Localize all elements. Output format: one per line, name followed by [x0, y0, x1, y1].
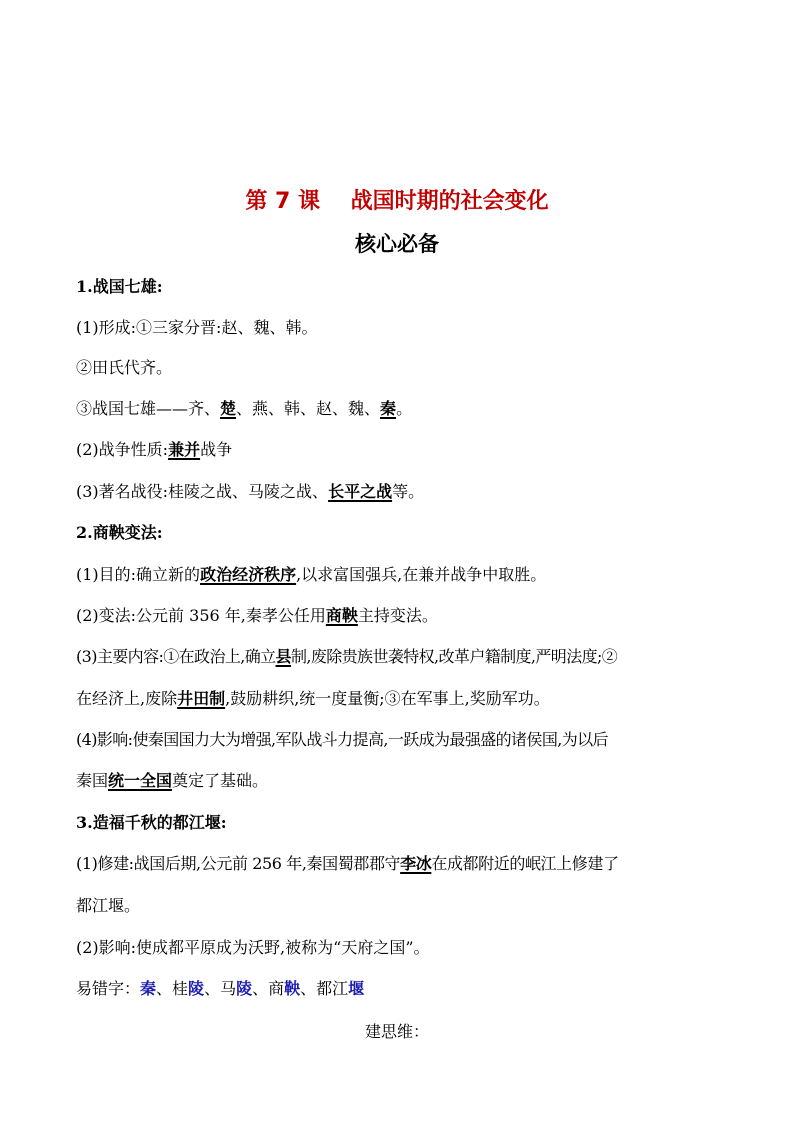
text-span: ,以求富国强兵,在兼并战争中取胜。: [296, 565, 547, 584]
text-span: 主持变法。: [357, 606, 438, 625]
typo-char: 陵: [236, 979, 253, 998]
text-span: (1)修建:战国后期,公元前 256 年,秦国蜀郡郡守: [76, 854, 401, 873]
text-span: 、商: [252, 979, 285, 998]
key-term: 长平之战: [328, 482, 393, 501]
section-heading-2: 2.商鞅变法:: [76, 523, 163, 542]
text-span: 、马: [204, 979, 237, 998]
typo-char: 陵: [188, 979, 205, 998]
text-span: 、桂: [156, 979, 189, 998]
text-span: 奠定了基础。: [172, 771, 269, 790]
text-line: [76, 770, 726, 792]
text-line: [76, 439, 726, 461]
key-term: 兼并: [168, 440, 201, 459]
text-span: 等。: [392, 482, 425, 501]
text-line: [76, 564, 726, 586]
text-span: ③战国七雄——齐、: [76, 399, 221, 418]
text-span: 。: [396, 399, 413, 418]
typo-char: 鞅: [284, 979, 301, 998]
text-line: [76, 646, 726, 668]
text-line: [76, 688, 726, 710]
key-term: 李冰: [400, 854, 432, 873]
key-term: 县: [275, 647, 291, 666]
text-span: 在经济上,废除: [76, 689, 178, 708]
text-line: (4)影响:使秦国国力大为增强,军队战斗力提高,一跃成为最强盛的诸侯国,为以后: [76, 730, 608, 749]
section-heading-3: 3.造福千秋的都江堰:: [76, 813, 227, 832]
text-span: (3)著名战役:桂陵之战、马陵之战、: [76, 482, 329, 501]
key-term: 井田制: [177, 689, 226, 708]
text-line: ②田氏代齐。: [76, 358, 173, 377]
footer-text: 建思维：: [364, 1022, 429, 1041]
text-line: [76, 853, 726, 875]
key-term: 楚: [220, 399, 237, 418]
text-span: (1)目的:确立新的: [76, 565, 201, 584]
text-span: (2)变法:公元前 356 年,秦孝公任用: [76, 606, 326, 625]
text-line: [76, 398, 726, 420]
text-span: 、都江: [300, 979, 349, 998]
text-span: 战争: [200, 440, 233, 459]
text-span: 、燕、韩、赵、魏、: [236, 399, 381, 418]
key-term: 秦: [380, 399, 397, 418]
text-line: [76, 481, 726, 503]
typo-char: 堰: [348, 979, 365, 998]
key-term: 政治经济秩序: [200, 565, 297, 584]
text-line: (1)形成:①三家分晋:赵、魏、韩。: [76, 318, 318, 337]
text-span: 在成都附近的岷江上修建了: [431, 854, 619, 873]
text-line: 都江堰。: [76, 896, 141, 915]
text-span: 制,废除贵族世袭特权,改革户籍制度,严明法度;②: [290, 647, 618, 666]
text-span: 秦国: [76, 771, 109, 790]
typo-label: 易错字：: [76, 979, 141, 998]
text-span: (2)战争性质:: [76, 440, 169, 459]
page-subtitle: 核心必备: [355, 232, 439, 256]
text-span: (3)主要内容:①在政治上,确立: [76, 647, 276, 666]
text-line: [76, 605, 726, 627]
key-term: 商鞅: [325, 606, 358, 625]
text-span: ,鼓励耕织,统一度量衡;③在军事上,奖励军功。: [225, 689, 550, 708]
text-line: (2)影响:使成都平原成为沃野,被称为“天府之国”。: [76, 938, 430, 957]
page-title: 第 7 课 战国时期的社会变化: [245, 189, 549, 214]
section-heading-1: 1.战国七雄:: [76, 277, 163, 296]
key-term: 统一全国: [108, 771, 173, 790]
typo-char: 秦: [140, 979, 157, 998]
typo-line: [76, 978, 726, 1000]
